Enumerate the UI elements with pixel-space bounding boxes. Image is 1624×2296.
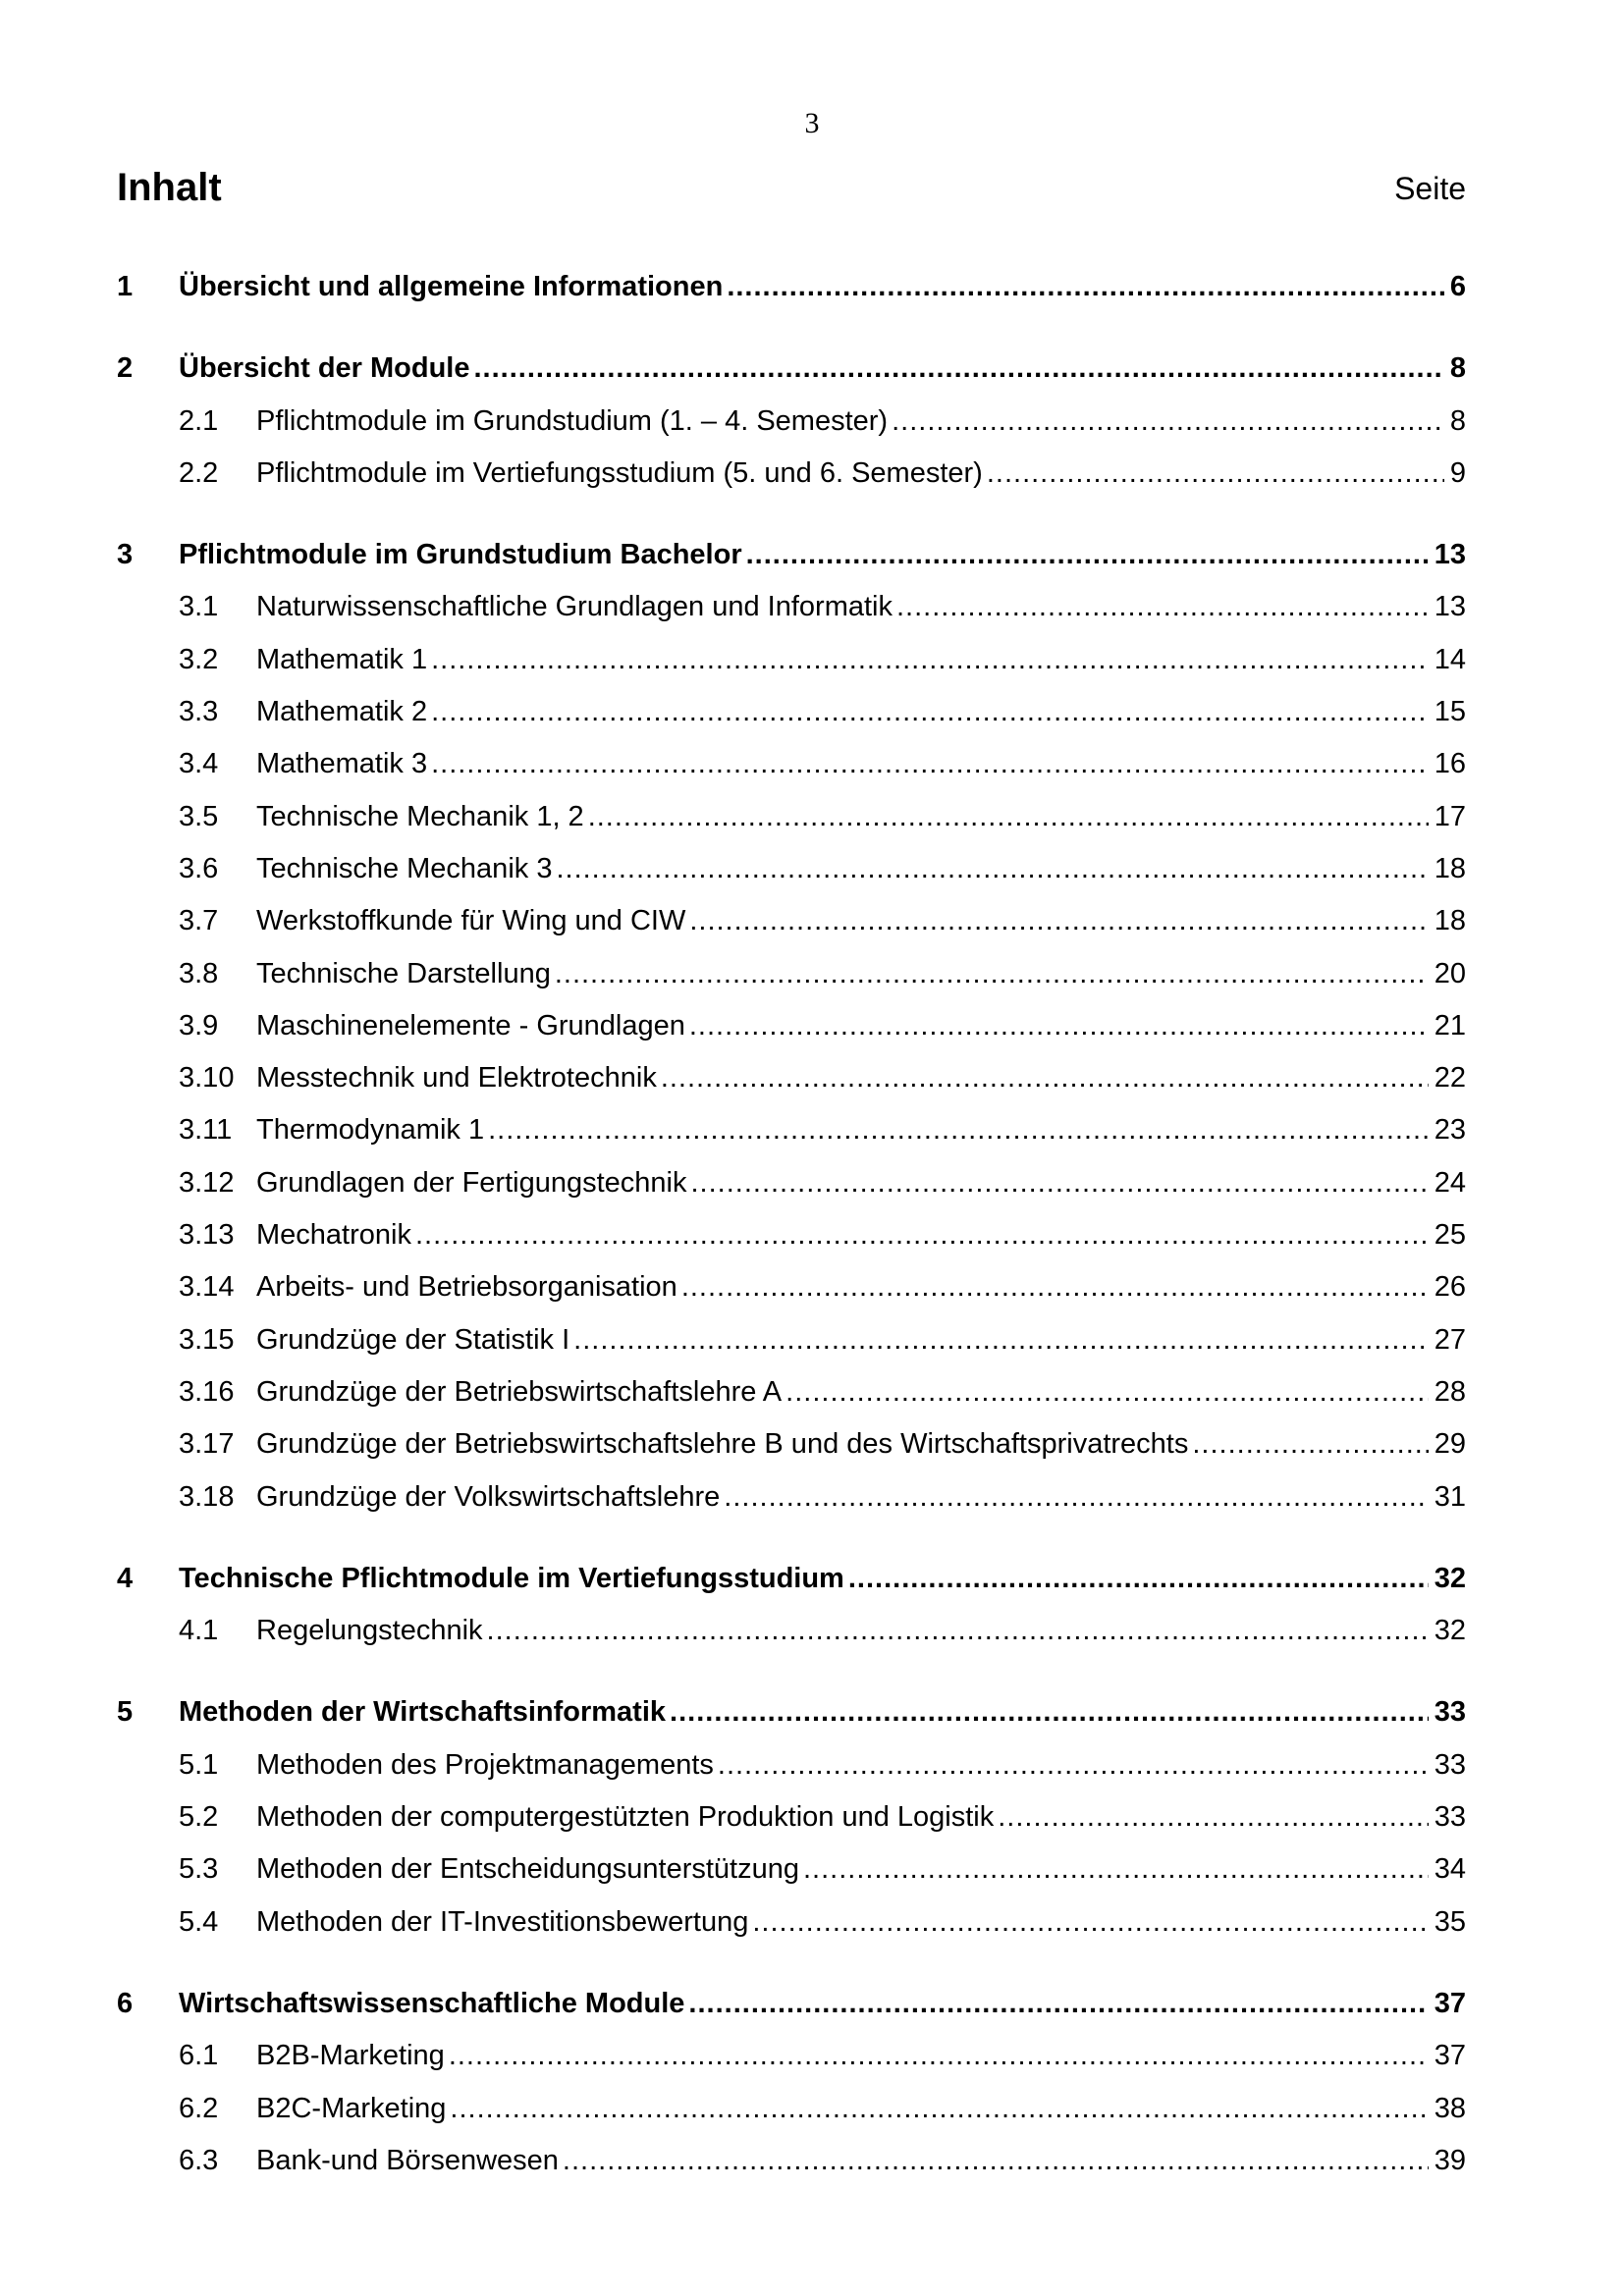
toc-entry-title: Mechatronik <box>256 1219 411 1252</box>
dot-leader <box>487 1605 1429 1657</box>
toc-section-entry[interactable] <box>117 895 1466 947</box>
toc-entry-number: 3.2 <box>179 643 219 675</box>
toc-entry-number: 6.3 <box>179 2144 219 2176</box>
toc-entry-number: 3.5 <box>179 800 219 832</box>
toc-entry-number: 6 <box>117 1987 134 2019</box>
dot-leader <box>1192 1418 1428 1470</box>
toc-entry-title: Messtechnik und Elektrotechnik <box>256 1062 657 1095</box>
dot-leader <box>746 529 1429 581</box>
toc-section-entry[interactable] <box>117 1314 1466 1366</box>
toc-entry-page: 13 <box>1434 591 1466 623</box>
dot-leader <box>998 1791 1428 1843</box>
toc-entry-number: 2.1 <box>179 404 219 437</box>
toc-entry-number: 3 <box>117 539 134 571</box>
dot-leader <box>848 1553 1429 1605</box>
toc-entry-number: 4 <box>117 1562 134 1594</box>
toc-entry-page: 29 <box>1434 1428 1466 1461</box>
dot-leader <box>718 1739 1429 1791</box>
dot-leader <box>752 1896 1428 1949</box>
dot-leader <box>785 1366 1429 1418</box>
toc-entry-page: 24 <box>1434 1166 1466 1199</box>
toc-entry-title: Werkstoffkunde für Wing und CIW <box>256 905 686 937</box>
toc-entry-title: Wirtschaftswissenschaftliche Module <box>179 1987 685 2019</box>
toc-entry-page: 6 <box>1449 271 1466 302</box>
dot-leader <box>449 2030 1429 2082</box>
toc-section-entry[interactable] <box>117 1000 1466 1052</box>
toc-entry-page: 8 <box>1449 404 1466 437</box>
toc-entry-number: 4.1 <box>179 1615 219 1647</box>
toc-chapter-entry[interactable] <box>117 1686 1466 1738</box>
toc-entry-page: 21 <box>1434 1009 1466 1041</box>
toc-entry-page: 32 <box>1434 1562 1466 1594</box>
toc-entry-page: 26 <box>1434 1271 1466 1304</box>
toc-entry-number: 3.6 <box>179 852 219 884</box>
toc-entry-title: Regelungstechnik <box>256 1615 483 1647</box>
toc-entry-number: 3.17 <box>179 1428 235 1461</box>
toc-section-entry[interactable] <box>117 448 1466 500</box>
toc-entry-title: Übersicht und allgemeine Informationen <box>179 271 724 302</box>
toc-chapter-entry[interactable] <box>117 1553 1466 1605</box>
toc-section-entry[interactable] <box>117 948 1466 1000</box>
dot-leader <box>661 1052 1429 1104</box>
toc-entry-page: 33 <box>1434 1748 1466 1781</box>
toc-entry-number: 3.7 <box>179 905 219 937</box>
toc-section-entry[interactable] <box>117 1418 1466 1470</box>
toc-chapter <box>117 529 1466 1523</box>
toc-section-entry[interactable] <box>117 1896 1466 1949</box>
toc-entry-title: Grundzüge der Betriebswirtschaftslehre A <box>256 1375 783 1408</box>
toc-header <box>117 163 1466 212</box>
toc-entry-title: Technische Mechanik 3 <box>256 852 553 884</box>
toc-entry-title: Pflichtmodule im Grundstudium (1. – 4. Semester) <box>256 404 889 437</box>
toc-entry-title: Naturwissenschaftliche Grundlagen und Informatik <box>256 591 893 623</box>
toc-entry-page: 22 <box>1434 1062 1466 1095</box>
toc-entry-title: B2C-Marketing <box>256 2092 447 2124</box>
toc-entry-title: Methoden der computergestützten Produktion und Logistik <box>256 1801 995 1834</box>
toc-section-entry[interactable] <box>117 1739 1466 1791</box>
toc-section-entry[interactable] <box>117 1366 1466 1418</box>
toc-entry-number: 3.12 <box>179 1166 235 1199</box>
dot-leader <box>450 2083 1428 2135</box>
toc-entry-number: 5.3 <box>179 1853 219 1886</box>
page-column-label: Seite <box>1394 171 1466 206</box>
dot-leader <box>690 1157 1428 1209</box>
toc-entry-number: 3.4 <box>179 748 219 780</box>
toc-section-entry[interactable] <box>117 1791 1466 1843</box>
page-number: 3 <box>804 107 820 139</box>
dot-leader <box>681 1261 1429 1313</box>
dot-leader <box>896 581 1429 633</box>
toc-entry-page: 35 <box>1434 1905 1466 1938</box>
toc-entry-title: Übersicht der Module <box>179 352 470 385</box>
toc-chapter <box>117 1686 1466 1948</box>
toc-entry-title: Mathematik 2 <box>256 696 428 728</box>
toc-chapter <box>117 1978 1466 2187</box>
toc-entry-number: 5.2 <box>179 1801 219 1834</box>
toc-entry-number: 3.11 <box>179 1114 233 1147</box>
toc-entry-number: 3.9 <box>179 1009 219 1041</box>
toc-entry-title: Grundzüge der Betriebswirtschaftslehre B und des Wirtschaftsprivatrechts <box>256 1428 1189 1461</box>
toc-entry-page: 9 <box>1449 456 1466 489</box>
toc-entry-number: 3.3 <box>179 696 219 728</box>
toc-section-entry[interactable] <box>117 2083 1466 2135</box>
toc-entry-number: 3.18 <box>179 1480 235 1513</box>
toc-entry-page: 13 <box>1434 539 1466 571</box>
dot-leader <box>415 1209 1429 1261</box>
dot-leader <box>803 1843 1429 1896</box>
toc-entry-page: 25 <box>1434 1219 1466 1252</box>
toc-entry-page: 38 <box>1434 2092 1466 2124</box>
toc-entry-page: 32 <box>1434 1615 1466 1647</box>
toc-entry-title: Arbeits- und Betriebsorganisation <box>256 1271 677 1304</box>
toc-entry-title: Technische Mechanik 1, 2 <box>256 800 584 832</box>
toc-entry-number: 3.1 <box>179 591 219 623</box>
dot-leader <box>563 2135 1429 2187</box>
dot-leader <box>588 791 1429 843</box>
table-of-contents <box>117 261 1466 2216</box>
toc-section-entry[interactable] <box>117 1104 1466 1156</box>
toc-entry-page: 37 <box>1434 2040 1466 2072</box>
toc-entry-page: 34 <box>1434 1853 1466 1886</box>
toc-section-entry[interactable] <box>117 1209 1466 1261</box>
toc-entry-number: 5 <box>117 1696 134 1729</box>
toc-entry-number: 6.1 <box>179 2040 219 2072</box>
dot-leader <box>573 1314 1429 1366</box>
toc-entry-number: 6.2 <box>179 2092 219 2124</box>
toc-chapter-entry[interactable] <box>117 529 1466 581</box>
toc-section-entry[interactable] <box>117 2030 1466 2082</box>
toc-entry-number: 5.1 <box>179 1748 219 1781</box>
toc-entry-title: Technische Darstellung <box>256 957 551 989</box>
toc-entry-number: 3.13 <box>179 1219 235 1252</box>
toc-entry-page: 14 <box>1434 643 1466 675</box>
dot-leader <box>431 634 1429 686</box>
toc-section-entry[interactable] <box>117 1052 1466 1104</box>
toc-section-entry[interactable] <box>117 1261 1466 1313</box>
toc-entry-page: 8 <box>1449 352 1466 385</box>
dot-leader <box>724 1471 1428 1523</box>
toc-entry-page: 15 <box>1434 696 1466 728</box>
toc-entry-title: Maschinenelemente - Grundlagen <box>256 1009 685 1041</box>
toc-entry-page: 17 <box>1434 800 1466 832</box>
toc-entry-title: Grundzüge der Statistik I <box>256 1323 570 1356</box>
dot-leader <box>556 843 1428 895</box>
toc-title: Inhalt <box>117 166 222 209</box>
toc-entry-title: Methoden der Wirtschaftsinformatik <box>179 1696 667 1729</box>
toc-entry-number: 1 <box>117 271 134 302</box>
toc-section-entry[interactable] <box>117 1471 1466 1523</box>
toc-entry-title: Mathematik 1 <box>256 643 428 675</box>
dot-leader <box>727 261 1444 313</box>
toc-entry-number: 3.15 <box>179 1323 235 1356</box>
toc-entry-number: 3.8 <box>179 957 219 989</box>
toc-section-entry[interactable] <box>117 686 1466 738</box>
toc-entry-title: Technische Pflichtmodule im Vertiefungsstudium <box>179 1562 844 1594</box>
toc-entry-number: 3.14 <box>179 1271 235 1304</box>
toc-section-entry[interactable] <box>117 2135 1466 2187</box>
dot-leader <box>689 895 1428 947</box>
toc-entry-title: Methoden der IT-Investitionsbewertung <box>256 1905 749 1938</box>
toc-entry-page: 23 <box>1434 1114 1466 1147</box>
toc-entry-page: 28 <box>1434 1375 1466 1408</box>
toc-entry-page: 18 <box>1434 905 1466 937</box>
toc-entry-title: B2B-Marketing <box>256 2040 445 2072</box>
toc-entry-page: 37 <box>1434 1987 1466 2019</box>
toc-entry-page: 31 <box>1434 1480 1466 1513</box>
dot-leader <box>670 1686 1429 1738</box>
toc-entry-title: Thermodynamik 1 <box>256 1114 485 1147</box>
dot-leader <box>555 948 1429 1000</box>
toc-section-entry[interactable] <box>117 1605 1466 1657</box>
toc-entry-number: 3.16 <box>179 1375 235 1408</box>
toc-section-entry[interactable] <box>117 843 1466 895</box>
toc-entry-page: 33 <box>1434 1801 1466 1834</box>
toc-entry-page: 18 <box>1434 852 1466 884</box>
toc-section-entry[interactable] <box>117 581 1466 633</box>
toc-chapter <box>117 261 1466 313</box>
dot-leader <box>431 738 1429 790</box>
toc-entry-title: Grundzüge der Volkswirtschaftslehre <box>256 1480 721 1513</box>
toc-entry-page: 33 <box>1434 1696 1466 1729</box>
toc-entry-page: 27 <box>1434 1323 1466 1356</box>
dot-leader <box>689 1000 1429 1052</box>
toc-entry-page: 16 <box>1434 748 1466 780</box>
toc-chapter <box>117 343 1466 500</box>
toc-section-entry[interactable] <box>117 738 1466 790</box>
dot-leader <box>892 396 1444 448</box>
toc-entry-title: Methoden des Projektmanagements <box>256 1748 714 1781</box>
toc-entry-number: 5.4 <box>179 1905 219 1938</box>
toc-section-entry[interactable] <box>117 1843 1466 1896</box>
toc-entry-title: Grundlagen der Fertigungstechnik <box>256 1166 687 1199</box>
toc-entry-page: 20 <box>1434 957 1466 989</box>
toc-section-entry[interactable] <box>117 791 1466 843</box>
toc-chapter-entry[interactable] <box>117 261 1466 313</box>
toc-entry-title: Bank-und Börsenwesen <box>256 2144 559 2176</box>
toc-chapter-entry[interactable] <box>117 1978 1466 2030</box>
toc-section-entry[interactable] <box>117 396 1466 448</box>
toc-entry-number: 3.10 <box>179 1062 235 1095</box>
toc-chapter <box>117 1553 1466 1658</box>
dot-leader <box>488 1104 1429 1156</box>
toc-entry-title: Methoden der Entscheidungsunterstützung <box>256 1853 799 1886</box>
dot-leader <box>474 343 1444 395</box>
toc-entry-title: Pflichtmodule im Vertiefungsstudium (5. und 6. Semester) <box>256 456 983 489</box>
toc-entry-number: 2.2 <box>179 456 219 489</box>
toc-entry-number: 2 <box>117 352 134 385</box>
toc-chapter-entry[interactable] <box>117 343 1466 395</box>
toc-entry-title: Mathematik 3 <box>256 748 428 780</box>
dot-leader <box>987 448 1444 500</box>
toc-entry-title: Pflichtmodule im Grundstudium Bachelor <box>179 539 742 571</box>
dot-leader <box>688 1978 1428 2030</box>
toc-section-entry[interactable] <box>117 634 1466 686</box>
toc-section-entry[interactable] <box>117 1157 1466 1209</box>
dot-leader <box>431 686 1429 738</box>
toc-entry-page: 39 <box>1434 2144 1466 2176</box>
